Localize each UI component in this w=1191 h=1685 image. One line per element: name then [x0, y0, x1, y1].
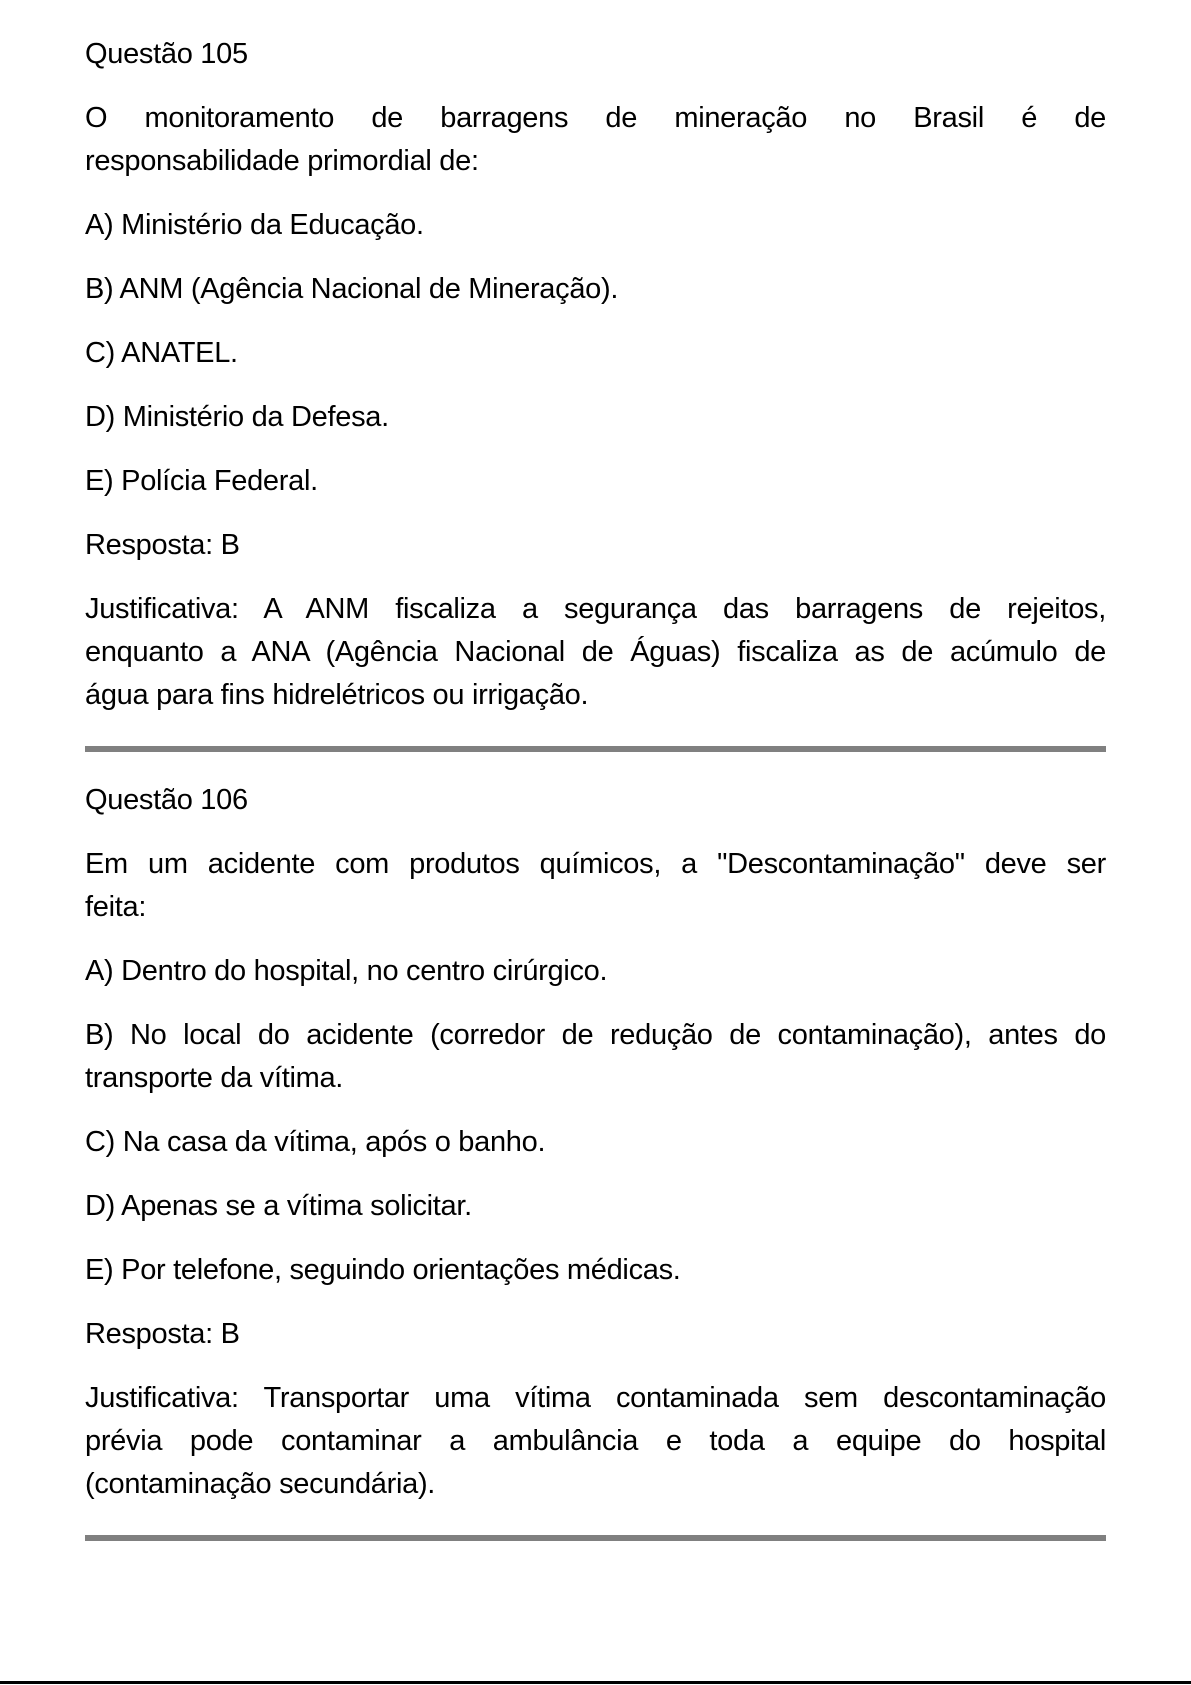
question-body-line: responsabilidade primordial de:: [85, 145, 479, 177]
justification-line: (contaminação secundária).: [85, 1468, 436, 1500]
question-heading: Questão 105: [85, 38, 248, 70]
option-a: A) Ministério da Educação.: [85, 209, 424, 241]
justification-line: água para fins hidrelétricos ou irrigação.: [85, 679, 589, 711]
question-body-line: feita:: [85, 891, 147, 923]
section-divider: [85, 1535, 1106, 1541]
section-divider: [85, 746, 1106, 752]
document-content: [85, 33, 1106, 1568]
question-body-line: Em um acidente com produtos químicos, a "Descontaminação" deve ser: [85, 848, 1106, 880]
question-block-106: [85, 779, 1106, 1506]
answer-text: Resposta: B: [85, 529, 240, 561]
option-e: E) Polícia Federal.: [85, 465, 318, 497]
justification-line: enquanto a ANA (Agência Nacional de Águas) fiscaliza as de acúmulo de: [85, 636, 1106, 668]
option-c: C) Na casa da vítima, após o banho.: [85, 1126, 546, 1158]
justification-line: prévia pode contaminar a ambulância e toda a equipe do hospital: [85, 1425, 1106, 1457]
option-d: D) Apenas se a vítima solicitar.: [85, 1190, 472, 1222]
question-body: [85, 843, 1106, 929]
option-c: C) ANATEL.: [85, 337, 238, 369]
justification: [85, 1377, 1106, 1506]
question-block-105: [85, 33, 1106, 717]
option-b-line: transporte da vítima.: [85, 1062, 344, 1094]
option-b: [85, 1014, 1106, 1100]
page-bottom-rule: [0, 1681, 1191, 1684]
justification-line: Justificativa: A ANM fiscaliza a segurança das barragens de rejeitos,: [85, 593, 1106, 625]
justification: [85, 588, 1106, 717]
option-d: D) Ministério da Defesa.: [85, 401, 389, 433]
option-b: B) ANM (Agência Nacional de Mineração).: [85, 273, 619, 305]
question-heading: Questão 106: [85, 784, 248, 816]
question-body: [85, 97, 1106, 183]
option-e: E) Por telefone, seguindo orientações médicas.: [85, 1254, 681, 1286]
answer-text: Resposta: B: [85, 1318, 240, 1350]
justification-line: Justificativa: Transportar uma vítima contaminada sem descontaminação: [85, 1382, 1106, 1414]
option-b-line: B) No local do acidente (corredor de redução de contaminação), antes do: [85, 1019, 1106, 1051]
option-a: A) Dentro do hospital, no centro cirúrgico.: [85, 955, 608, 987]
question-body-line: O monitoramento de barragens de mineração no Brasil é de: [85, 102, 1106, 134]
